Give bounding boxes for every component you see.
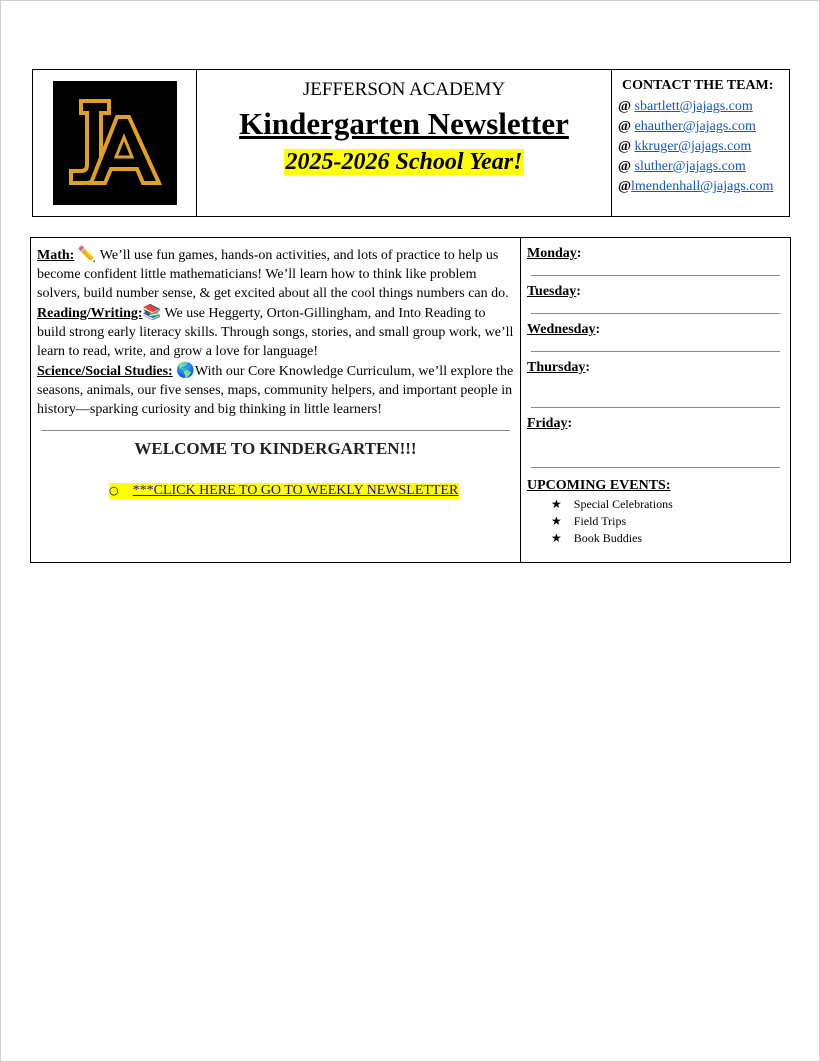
header-table [32,69,790,217]
day-suffix: : [576,284,581,299]
contact-email-link[interactable]: kkruger@jajags.com [634,139,752,154]
day-suffix: : [567,416,573,431]
contact-heading: CONTACT THE TEAM: [622,78,774,93]
at-symbol: @ [618,139,635,154]
weekly-newsletter-item [109,483,459,499]
welcome-heading: WELCOME TO KINDERGARTEN!!! [134,439,417,458]
day-name: Monday [527,246,577,261]
math-text: We’ll use fun games, hands-on activities, and lots of practice to help us become confident little mathematicians! We’ll learn how to think like problem solvers, build number sense, & get excited about all the cool things numbers can do. [37,248,509,301]
contact-cell [612,70,789,216]
curriculum-cell [31,238,521,562]
body-table [30,237,791,563]
science-text: With our Core Knowledge Curriculum, we’ll explore the seasons, animals, our five senses, maps, community helpers, and important people in history—sparking curiosity and big thinking in little learners! [37,364,514,417]
day-suffix: : [576,246,582,261]
day-divider [531,351,780,352]
events-list [527,496,780,547]
at-symbol: @ [618,179,632,194]
day-divider [531,275,780,276]
day-name: Wednesday [527,322,596,337]
reading-text: We use Heggerty, Orton-Gillingham, and Into Reading to build strong early literacy skills. Through songs, stories, and small group work, we’ll learn to read, write, and grow a love for language! [37,306,514,359]
events-heading: UPCOMING EVENTS: [527,478,671,493]
circle-bullet-icon: ○ [109,484,119,497]
event-label: Book Buddies [573,531,643,545]
day-wednesday [527,322,780,338]
star-icon: ★ [551,497,562,511]
at-symbol: @ [618,119,635,134]
day-divider [531,407,780,408]
newsletter-title: Kindergarten Newsletter [239,106,569,141]
contact-email-link[interactable]: sbartlett@jajags.com [634,99,753,114]
star-icon: ★ [551,514,562,528]
day-name: Tuesday [527,284,577,299]
day-suffix: : [595,322,601,337]
math-paragraph [37,245,514,303]
contact-row [618,157,789,177]
contact-email-link[interactable]: lmendenhall@jajags.com [631,179,774,194]
day-monday [527,246,780,262]
day-divider [531,313,780,314]
contact-row [618,177,789,197]
school-name: JEFFERSON ACADEMY [302,79,506,100]
at-symbol: @ [618,99,635,114]
contact-row [618,97,789,117]
contact-email-link[interactable]: sluther@jajags.com [634,159,746,174]
reading-paragraph [37,303,514,361]
globe-icon: 🌎 [176,361,195,379]
divider [41,430,510,431]
pencil-icon: ✏️ [77,245,97,263]
math-label: Math: [37,248,75,263]
books-icon: 📚 [142,303,162,321]
event-label: Field Trips [573,514,627,528]
contact-row [618,137,789,157]
day-name: Friday [527,416,568,431]
event-label: Special Celebrations [573,497,673,511]
at-symbol: @ [618,159,635,174]
day-name: Thursday [527,360,586,375]
star-icon: ★ [551,531,562,545]
school-year: 2025-2026 School Year! [285,149,523,175]
schedule-cell [521,238,790,562]
ja-logo-icon [59,87,171,199]
day-suffix: : [585,360,591,375]
contact-row [618,117,789,137]
day-thursday [527,360,780,376]
science-paragraph [37,361,514,419]
list-item [551,530,780,547]
list-item [551,496,780,513]
school-logo [53,81,177,205]
day-friday [527,416,780,432]
contact-email-link[interactable]: ehauther@jajags.com [634,119,756,134]
science-label: Science/Social Studies: [37,364,173,379]
weekly-newsletter-link[interactable]: ***CLICK HERE TO GO TO WEEKLY NEWSLETTER [132,483,459,498]
day-divider [531,467,780,468]
reading-label: Reading/Writing: [37,306,143,321]
title-cell [197,70,612,216]
logo-cell [33,70,197,216]
list-item [551,513,780,530]
day-tuesday [527,284,780,300]
